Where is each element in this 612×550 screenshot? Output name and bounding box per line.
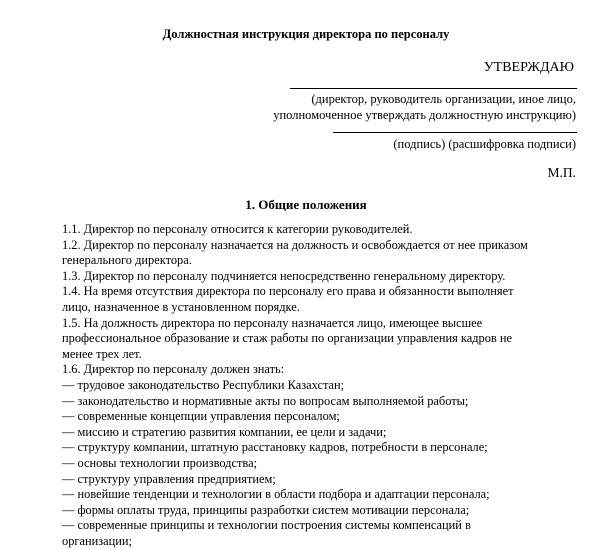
body-line: профессиональное образование и стаж работы по организации управления кадров не <box>62 331 513 346</box>
body-line: — современные концепции управления персоналом; <box>62 409 340 424</box>
body-line: 1.1. Директор по персоналу относится к категории руководителей. <box>62 222 413 236</box>
section-title: 1. Общие положения <box>245 197 367 212</box>
body-line: — современные принципы и технологии построения системы компенсаций в <box>62 518 471 533</box>
body-line: 1.2. Директор по персоналу назначается на должность и освобождается от нее приказом <box>62 237 528 252</box>
body-line: — миссию и стратегию развития компании, ее цели и задачи; <box>62 424 387 439</box>
body-line: 1.4. На время отсутствия директора по персоналу его права и обязанности выполняет <box>62 284 514 299</box>
signature-caption: (подпись) (расшифровка подписи) <box>393 137 576 151</box>
body-line: — структуру управления предприятием; <box>62 471 276 486</box>
approval-heading: УТВЕРЖДАЮ <box>483 60 574 75</box>
seal-placeholder: М.П. <box>547 165 576 180</box>
body-line: — основы технологии производства; <box>62 455 258 470</box>
document-title: Должностная инструкция директора по персоналу <box>162 27 450 41</box>
signer-caption <box>273 91 576 123</box>
body-line: — трудовое законодательство Республики Казахстан; <box>62 377 345 392</box>
signer-caption-line-1: (директор, руководитель организации, иное лицо, <box>311 92 576 106</box>
body-line: — формы оплаты труда, принципы разработки систем мотивации персонала; <box>62 502 470 517</box>
body-line: 1.3. Директор по персоналу подчиняется непосредственно генеральному директору. <box>62 268 506 283</box>
section-body <box>62 222 582 549</box>
body-line: генерального директора. <box>62 253 192 268</box>
body-line: 1.5. На должность директора по персоналу назначается лицо, имеющее высшее <box>62 315 483 330</box>
body-line: — законодательство и нормативные акты по вопросам выполняемой работы; <box>62 393 469 408</box>
body-line: лицо, назначенное в установленном порядке. <box>62 299 300 314</box>
body-line: 1.6. Директор по персоналу должен знать: <box>62 362 285 377</box>
body-line: менее трех лет. <box>62 346 142 361</box>
signer-line <box>290 88 577 89</box>
signer-caption-line-2: уполномоченное утверждать должностную инструкцию) <box>273 108 576 122</box>
signature-line <box>333 132 577 133</box>
body-line: — структуру компании, штатную расстановку кадров, потребности в персонале; <box>62 440 488 455</box>
body-line: — новейшие тенденции и технологии в области подбора и адаптации персонала; <box>62 487 490 502</box>
body-line: организации; <box>62 533 132 548</box>
